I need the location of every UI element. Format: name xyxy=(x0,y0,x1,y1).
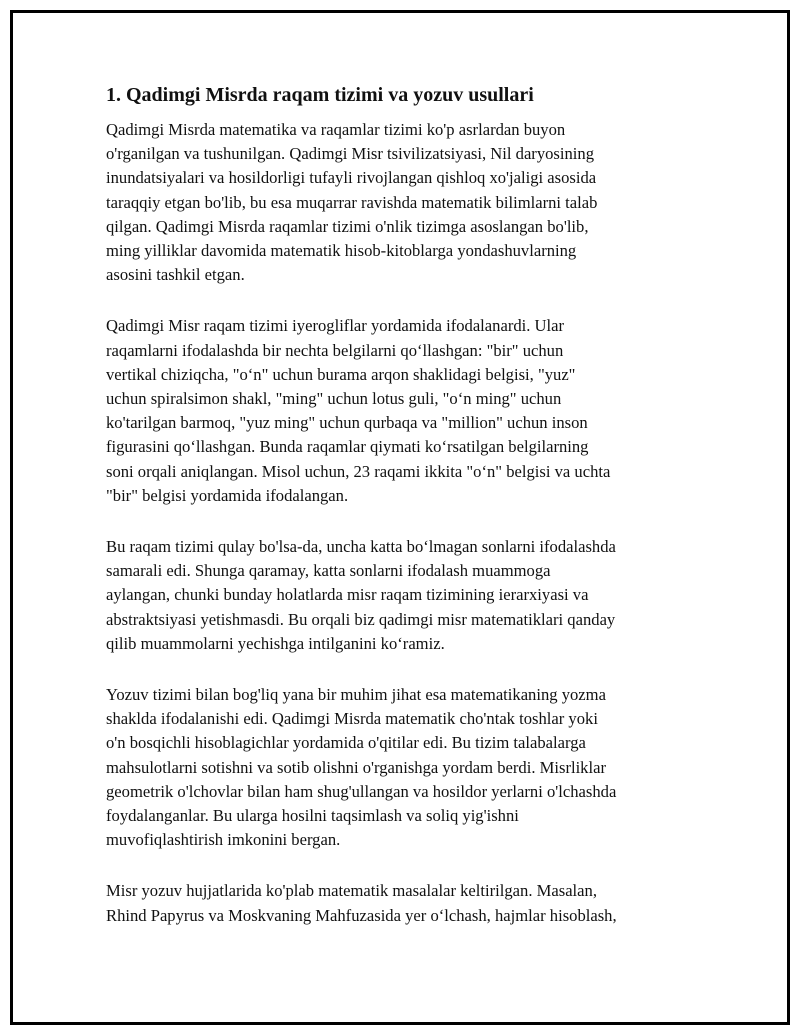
paragraph-5 xyxy=(106,879,696,927)
paragraph-line: o'rganilgan va tushunilgan. Qadimgi Misr tsivilizatsiyasi, Nil daryosining xyxy=(106,144,595,164)
paragraph-line: ko'tarilgan barmoq, "yuz ming" uchun qurbaqa va "million" uchun inson xyxy=(106,413,588,433)
paragraph-line: o'n bosqichli hisoblagichlar yordamida o'qitilar edi. Bu tizim talabalarga xyxy=(106,733,586,753)
paragraph-line: raqamlarni ifodalashda bir nechta belgilarni qo‘llashgan: "bir" uchun xyxy=(106,340,564,360)
paragraph-line: samarali edi. Shunga qaramay, katta sonlarni ifodalash muammoga xyxy=(106,561,551,581)
section-heading: 1. Qadimgi Misrda raqam tizimi va yozuv usullari xyxy=(106,84,534,106)
paragraph-line: shaklda ifodalanishi edi. Qadimgi Misrda matematik cho'ntak toshlar yoki xyxy=(106,709,598,729)
paragraph-line: foydalanganlar. Bu ularga hosilni taqsimlash va soliq yig'ishni xyxy=(106,806,519,826)
paragraph-line: mahsulotlarni sotishni va sotib olishni o'rganishga yordam berdi. Misrliklar xyxy=(106,757,606,777)
paragraph-line: "bir" belgisi yordamida ifodalangan. xyxy=(106,485,349,505)
paragraph-line: geometrik o'lchovlar bilan ham shug'ullangan va hosildor yerlarni o'lchashda xyxy=(106,781,617,801)
paragraph-line: vertikal chiziqcha, "o‘n" uchun burama arqon shaklidagi belgisi, "yuz" xyxy=(106,364,576,384)
document-body xyxy=(106,82,696,955)
paragraph-line: soni orqali aniqlangan. Misol uchun, 23 raqami ikkita "o‘n" belgisi va uchta xyxy=(106,461,611,481)
paragraph-line: muvofiqlashtirish imkonini bergan. xyxy=(106,830,341,850)
paragraph-line: ming yilliklar davomida matematik hisob-kitoblarga yondashuvlarning xyxy=(106,241,577,261)
paragraph-line: Qadimgi Misr raqam tizimi iyerogliflar yordamida ifodalanardi. Ular xyxy=(106,316,565,336)
paragraph-line: qilgan. Qadimgi Misrda raqamlar tizimi o'nlik tizimga asoslangan bo'lib, xyxy=(106,216,589,236)
paragraph-2 xyxy=(106,314,696,508)
paragraph-line: Rhind Papyrus va Moskvaning Mahfuzasida yer o‘lchash, hajmlar hisoblash, xyxy=(106,905,617,925)
paragraph-line: inundatsiyalari va hosildorligi tufayli rivojlangan qishloq xo'jaligi asosida xyxy=(106,168,597,188)
paragraph-line: asosini tashkil etgan. xyxy=(106,265,245,285)
paragraph-line: aylangan, chunki bunday holatlarda misr raqam tizimining ierarxiyasi va xyxy=(106,585,589,605)
paragraph-line: Qadimgi Misrda matematika va raqamlar tizimi ko'p asrlardan buyon xyxy=(106,120,566,139)
paragraph-line: Misr yozuv hujjatlarida ko'plab matematik masalalar keltirilgan. Masalan, xyxy=(106,881,597,901)
paragraph-line: uchun spiralsimon shakl, "ming" uchun lotus guli, "o‘n ming" uchun xyxy=(106,389,562,409)
paragraph-line: abstraktsiyasi yetishmasdi. Bu orqali biz qadimgi misr matematiklari qanday xyxy=(106,609,616,629)
paragraph-4 xyxy=(106,683,696,852)
paragraph-line: taraqqiy etgan bo'lib, bu esa muqarrar ravishda matematik bilimlarni talab xyxy=(106,192,598,212)
paragraph-1 xyxy=(106,118,696,287)
paragraph-line: qilib muammolarni yechishga intilganini ko‘ramiz. xyxy=(106,633,445,653)
paragraph-3 xyxy=(106,535,696,656)
paragraph-line: Bu raqam tizimi qulay bo'lsa-da, uncha katta bo‘lmagan sonlarni ifodalashda xyxy=(106,537,616,557)
paragraph-line: Yozuv tizimi bilan bog'liq yana bir muhim jihat esa matematikaning yozma xyxy=(106,685,606,705)
paragraph-line: figurasini qo‘llashgan. Bunda raqamlar qiymati ko‘rsatilgan belgilarning xyxy=(106,437,589,457)
